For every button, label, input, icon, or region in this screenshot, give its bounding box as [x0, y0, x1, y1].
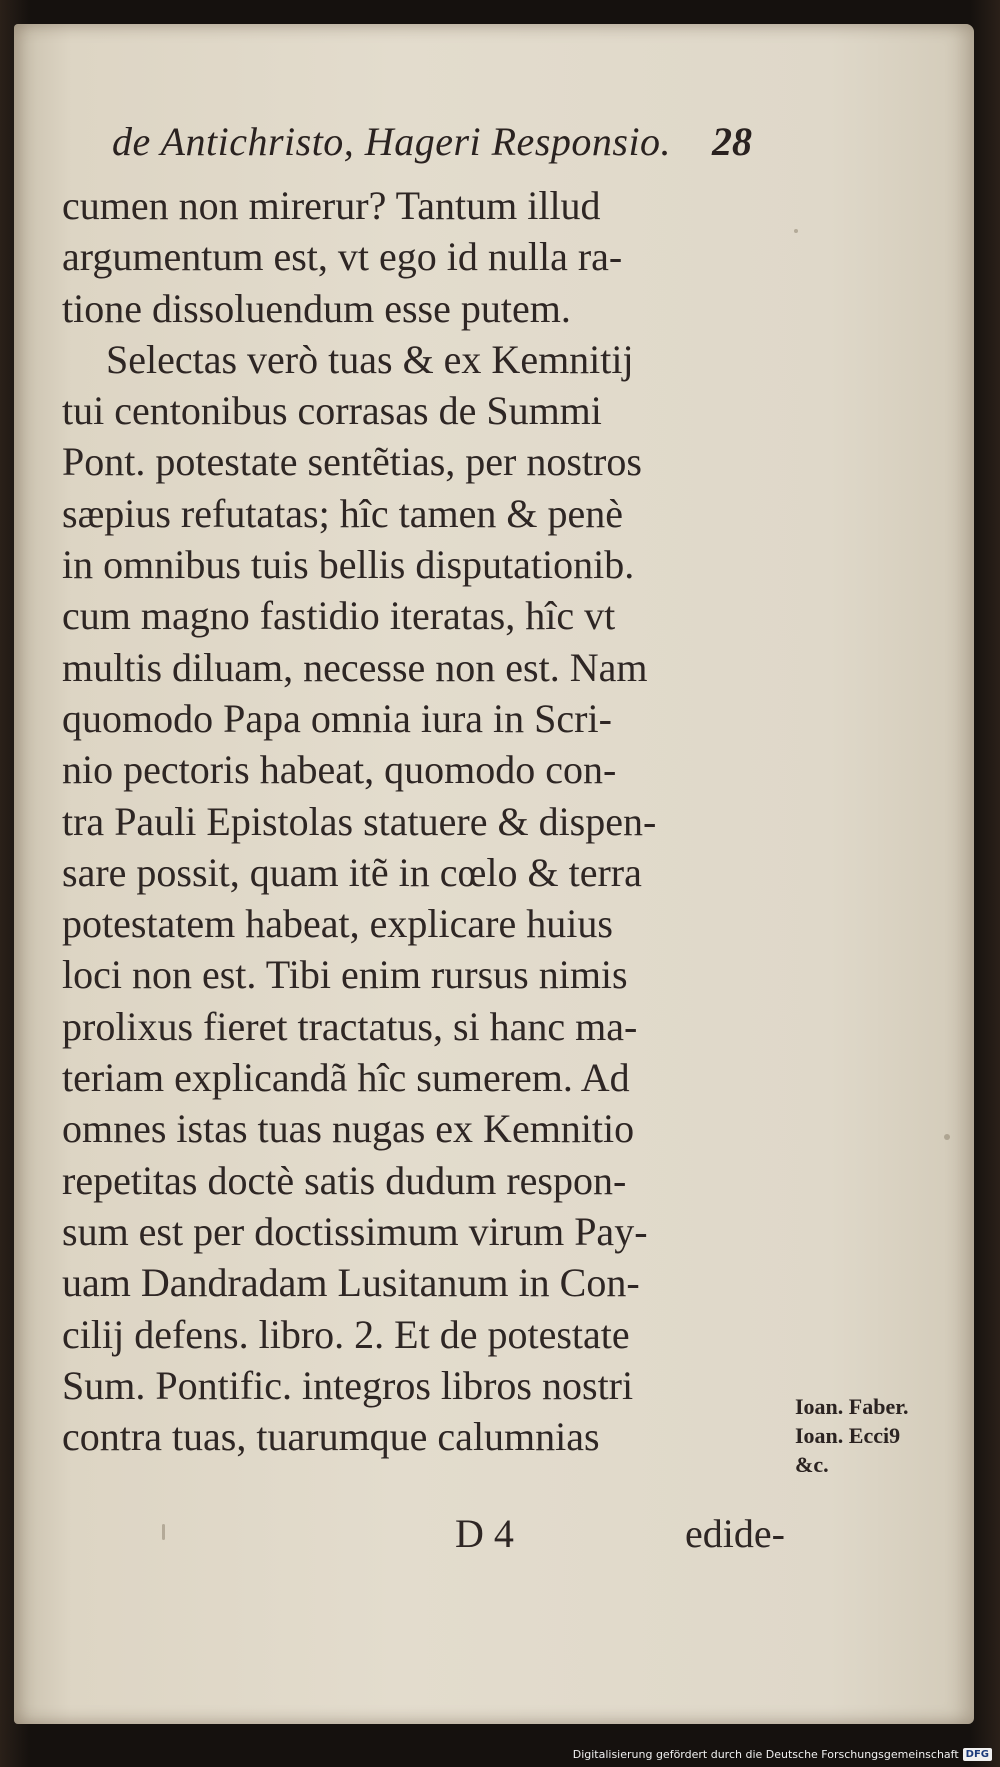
text-line: tra Pauli Epistolas statuere & dispen-	[62, 798, 657, 844]
page-number: 28	[712, 119, 752, 164]
text-line: repetitas doctè satis dudum respon-	[62, 1157, 627, 1203]
margin-note-line: Ioan. Faber.	[795, 1394, 909, 1419]
dfg-logo: DFG	[963, 1748, 992, 1761]
text-line: contra tuas, tuarumque calumnias	[62, 1414, 600, 1460]
text-line: Sum. Pontific. integros libros nostri	[62, 1362, 634, 1408]
text-line: Selectas verò tuas & ex Kemnitij	[106, 336, 634, 382]
text-line: in omnibus tuis bellis disputationib.	[62, 542, 635, 588]
text-line: potestatem habeat, explicare huius	[62, 901, 613, 947]
text-line: sæpius refutatas; hîc tamen & penè	[62, 490, 623, 536]
text-line: sum est per doctissimum virum Pay-	[62, 1208, 648, 1254]
text-line: nio pectoris habeat, quomodo con-	[62, 747, 617, 793]
text-line: omnes istas tuas nugas ex Kemnitio	[62, 1106, 635, 1152]
catchline	[455, 1510, 785, 1560]
text-line: cum magno fastidio iteratas, hîc vt	[62, 593, 616, 639]
margin-note	[795, 1392, 945, 1479]
text-line: prolixus fieret tractatus, si hanc ma-	[62, 1003, 638, 1049]
paper-speck	[944, 1134, 950, 1140]
digitization-credit	[573, 1748, 992, 1761]
signature-mark: D 4	[455, 1511, 514, 1556]
paper-speck	[162, 1524, 165, 1540]
running-header	[112, 118, 752, 168]
text-line: Pont. potestate sentẽtias, per nostros	[62, 439, 642, 485]
margin-note-line: Ioan. Ecci9	[795, 1423, 901, 1448]
text-line: cumen non mirerur? Tantum illud	[62, 183, 601, 228]
running-title: de Antichristo, Hageri Responsio.	[112, 119, 672, 164]
text-line: sare possit, quam itẽ in cœlo & terra	[62, 849, 642, 895]
text-line: tui centonibus corrasas de Summi	[62, 388, 602, 434]
text-line: multis diluam, necesse non est. Nam	[62, 644, 648, 690]
body-text	[62, 180, 772, 1462]
paper-speck	[794, 229, 798, 233]
text-line: quomodo Papa omnia iura in Scri-	[62, 695, 612, 741]
text-line: uam Dandradam Lusitanum in Con-	[62, 1260, 640, 1306]
text-line: argumentum est, vt ego id nulla ra-	[62, 234, 623, 280]
text-line: loci non est. Tibi enim rursus nimis	[62, 952, 628, 998]
text-line: cilij defens. libro. 2. Et de potestate	[62, 1311, 630, 1357]
text-line: tione dissoluendum esse putem.	[62, 285, 571, 331]
margin-note-line: &c.	[795, 1452, 829, 1477]
credit-text: Digitalisierung gefördert durch die Deutsche Forschungsgemeinschaft	[572, 1748, 959, 1761]
catchword: edide-	[685, 1511, 785, 1556]
text-line: teriam explicandã hîc sumerem. Ad	[62, 1055, 630, 1101]
